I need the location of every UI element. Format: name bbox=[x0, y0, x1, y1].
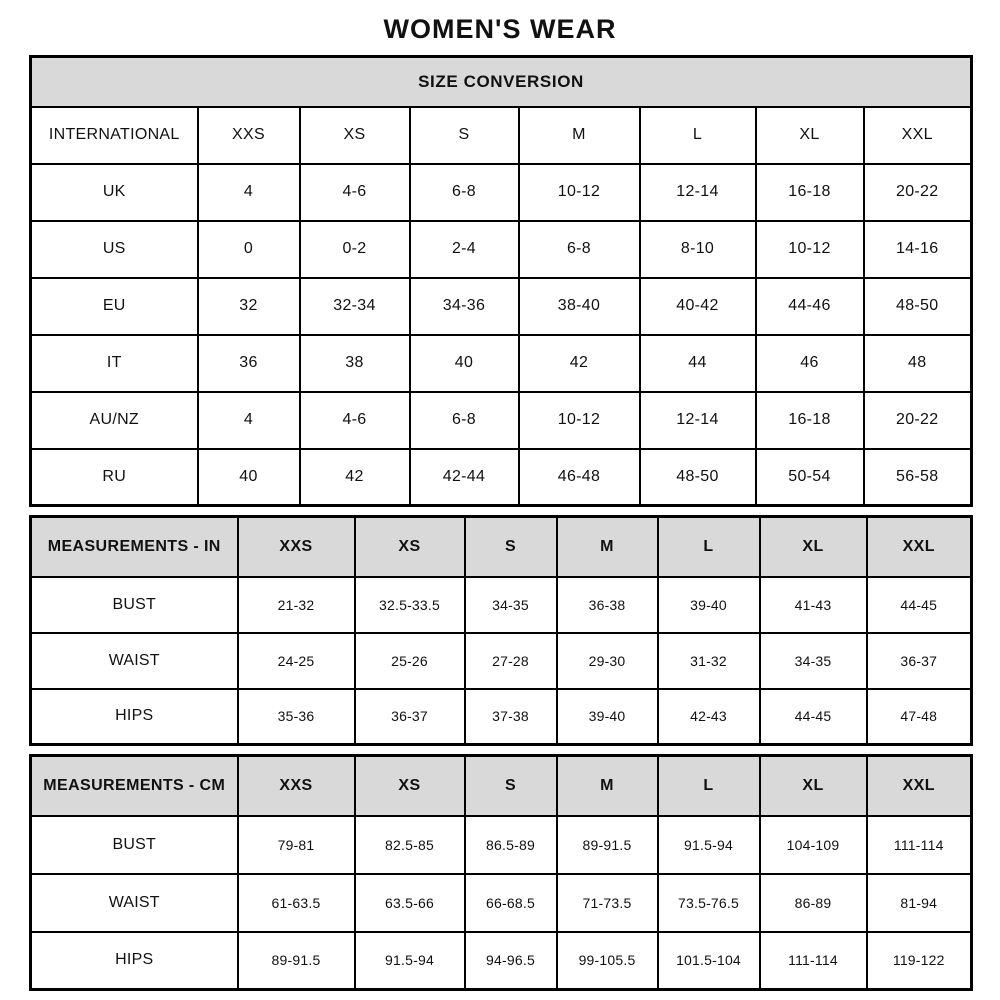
table-row bbox=[31, 577, 972, 633]
measurement-value: 111-114 bbox=[867, 816, 972, 874]
measurements-cm-title: MEASUREMENTS - CM bbox=[31, 756, 238, 816]
measurement-value: 41-43 bbox=[760, 577, 867, 633]
table-row bbox=[31, 932, 972, 990]
measurement-value: 44-45 bbox=[867, 577, 972, 633]
international-header-label: INTERNATIONAL bbox=[31, 107, 198, 164]
size-value: 10-12 bbox=[519, 164, 640, 221]
measurement-value: 71-73.5 bbox=[557, 874, 658, 932]
region-label: UK bbox=[31, 164, 198, 221]
size-value: 0 bbox=[198, 221, 300, 278]
measurement-value: 36-37 bbox=[355, 689, 465, 745]
region-label: US bbox=[31, 221, 198, 278]
size-column-header-xs: XS bbox=[355, 517, 465, 577]
size-value: 4-6 bbox=[300, 392, 410, 449]
measurement-value: 111-114 bbox=[760, 932, 867, 990]
measurement-value: 35-36 bbox=[238, 689, 355, 745]
measurement-value: 91.5-94 bbox=[355, 932, 465, 990]
size-value: 10-12 bbox=[756, 221, 864, 278]
measurement-value: 99-105.5 bbox=[557, 932, 658, 990]
size-value: 44-46 bbox=[756, 278, 864, 335]
measurement-value: 104-109 bbox=[760, 816, 867, 874]
size-value: 16-18 bbox=[756, 392, 864, 449]
measurement-value: 63.5-66 bbox=[355, 874, 465, 932]
size-value: 16-18 bbox=[756, 164, 864, 221]
measurement-value: 25-26 bbox=[355, 633, 465, 689]
size-value: 32-34 bbox=[300, 278, 410, 335]
measure-label: WAIST bbox=[31, 633, 238, 689]
measure-label: BUST bbox=[31, 577, 238, 633]
size-column-header-s: S bbox=[465, 756, 557, 816]
table-row bbox=[31, 756, 972, 816]
size-value: 48-50 bbox=[640, 449, 756, 506]
measurement-value: 73.5-76.5 bbox=[658, 874, 760, 932]
measurement-value: 81-94 bbox=[867, 874, 972, 932]
size-value: 40 bbox=[410, 335, 519, 392]
size-value: 12-14 bbox=[640, 392, 756, 449]
size-value: 14-16 bbox=[864, 221, 972, 278]
size-column-header-m: M bbox=[519, 107, 640, 164]
measurement-value: 89-91.5 bbox=[238, 932, 355, 990]
size-value: 50-54 bbox=[756, 449, 864, 506]
table-row bbox=[31, 517, 972, 577]
size-value: 10-12 bbox=[519, 392, 640, 449]
measurement-value: 29-30 bbox=[557, 633, 658, 689]
measurement-value: 79-81 bbox=[238, 816, 355, 874]
size-value: 2-4 bbox=[410, 221, 519, 278]
size-column-header-xs: XS bbox=[355, 756, 465, 816]
measure-label: HIPS bbox=[31, 689, 238, 745]
measurement-value: 101.5-104 bbox=[658, 932, 760, 990]
size-column-header-s: S bbox=[410, 107, 519, 164]
size-value: 4 bbox=[198, 164, 300, 221]
size-column-header-xxl: XXL bbox=[864, 107, 972, 164]
size-column-header-m: M bbox=[557, 517, 658, 577]
size-value: 12-14 bbox=[640, 164, 756, 221]
measure-label: HIPS bbox=[31, 932, 238, 990]
measurement-value: 31-32 bbox=[658, 633, 760, 689]
table-row bbox=[31, 221, 972, 278]
page-title: WOMEN'S WEAR bbox=[383, 14, 617, 44]
size-value: 44 bbox=[640, 335, 756, 392]
size-value: 6-8 bbox=[519, 221, 640, 278]
measurement-value: 86.5-89 bbox=[465, 816, 557, 874]
measurement-value: 42-43 bbox=[658, 689, 760, 745]
region-label: IT bbox=[31, 335, 198, 392]
size-value: 40-42 bbox=[640, 278, 756, 335]
size-value: 48-50 bbox=[864, 278, 972, 335]
region-label: AU/NZ bbox=[31, 392, 198, 449]
measurement-value: 39-40 bbox=[658, 577, 760, 633]
size-value: 4-6 bbox=[300, 164, 410, 221]
measurement-value: 66-68.5 bbox=[465, 874, 557, 932]
measurement-value: 36-37 bbox=[867, 633, 972, 689]
measurement-value: 32.5-33.5 bbox=[355, 577, 465, 633]
size-value: 32 bbox=[198, 278, 300, 335]
measurement-value: 44-45 bbox=[760, 689, 867, 745]
measurement-value: 61-63.5 bbox=[238, 874, 355, 932]
measurement-value: 34-35 bbox=[465, 577, 557, 633]
size-value: 20-22 bbox=[864, 392, 972, 449]
size-conversion-table bbox=[29, 55, 973, 507]
measurements-cm-table bbox=[29, 754, 973, 991]
table-row bbox=[31, 816, 972, 874]
size-column-header-xxs: XXS bbox=[238, 756, 355, 816]
size-value: 46 bbox=[756, 335, 864, 392]
size-value: 20-22 bbox=[864, 164, 972, 221]
table-row bbox=[31, 278, 972, 335]
table-row bbox=[31, 335, 972, 392]
size-value: 42 bbox=[300, 449, 410, 506]
size-column-header-xl: XL bbox=[760, 756, 867, 816]
size-column-header-xxs: XXS bbox=[198, 107, 300, 164]
size-value: 42 bbox=[519, 335, 640, 392]
measurement-value: 86-89 bbox=[760, 874, 867, 932]
size-column-header-s: S bbox=[465, 517, 557, 577]
measurement-value: 82.5-85 bbox=[355, 816, 465, 874]
size-column-header-m: M bbox=[557, 756, 658, 816]
size-column-header-l: L bbox=[640, 107, 756, 164]
size-value: 48 bbox=[864, 335, 972, 392]
size-value: 40 bbox=[198, 449, 300, 506]
measurement-value: 36-38 bbox=[557, 577, 658, 633]
size-value: 34-36 bbox=[410, 278, 519, 335]
measurements-in-title: MEASUREMENTS - IN bbox=[31, 517, 238, 577]
size-conversion-title: SIZE CONVERSION bbox=[31, 57, 972, 107]
measurement-value: 47-48 bbox=[867, 689, 972, 745]
table-row bbox=[31, 164, 972, 221]
size-value: 38-40 bbox=[519, 278, 640, 335]
size-value: 42-44 bbox=[410, 449, 519, 506]
measure-label: WAIST bbox=[31, 874, 238, 932]
size-column-header-xl: XL bbox=[760, 517, 867, 577]
size-column-header-xxl: XXL bbox=[867, 756, 972, 816]
measurement-value: 37-38 bbox=[465, 689, 557, 745]
measurement-value: 94-96.5 bbox=[465, 932, 557, 990]
measurement-value: 91.5-94 bbox=[658, 816, 760, 874]
size-value: 6-8 bbox=[410, 392, 519, 449]
measurement-value: 21-32 bbox=[238, 577, 355, 633]
size-value: 38 bbox=[300, 335, 410, 392]
table-row bbox=[31, 874, 972, 932]
table-row bbox=[31, 392, 972, 449]
table-row bbox=[31, 689, 972, 745]
size-value: 0-2 bbox=[300, 221, 410, 278]
table-row bbox=[31, 449, 972, 506]
size-value: 36 bbox=[198, 335, 300, 392]
measurement-value: 27-28 bbox=[465, 633, 557, 689]
measurement-value: 89-91.5 bbox=[557, 816, 658, 874]
measure-label: BUST bbox=[31, 816, 238, 874]
measurement-value: 34-35 bbox=[760, 633, 867, 689]
size-value: 6-8 bbox=[410, 164, 519, 221]
region-label: RU bbox=[31, 449, 198, 506]
table-row bbox=[31, 57, 972, 107]
measurement-value: 119-122 bbox=[867, 932, 972, 990]
size-value: 4 bbox=[198, 392, 300, 449]
measurement-value: 39-40 bbox=[557, 689, 658, 745]
size-column-header-xs: XS bbox=[300, 107, 410, 164]
table-row bbox=[31, 107, 972, 164]
measurements-in-table bbox=[29, 515, 973, 746]
measurement-value: 24-25 bbox=[238, 633, 355, 689]
size-column-header-xxs: XXS bbox=[238, 517, 355, 577]
size-value: 46-48 bbox=[519, 449, 640, 506]
table-row bbox=[31, 633, 972, 689]
size-chart-sheet bbox=[0, 14, 1000, 991]
size-column-header-l: L bbox=[658, 517, 760, 577]
size-column-header-xxl: XXL bbox=[867, 517, 972, 577]
size-value: 56-58 bbox=[864, 449, 972, 506]
size-column-header-l: L bbox=[658, 756, 760, 816]
region-label: EU bbox=[31, 278, 198, 335]
size-value: 8-10 bbox=[640, 221, 756, 278]
size-column-header-xl: XL bbox=[756, 107, 864, 164]
